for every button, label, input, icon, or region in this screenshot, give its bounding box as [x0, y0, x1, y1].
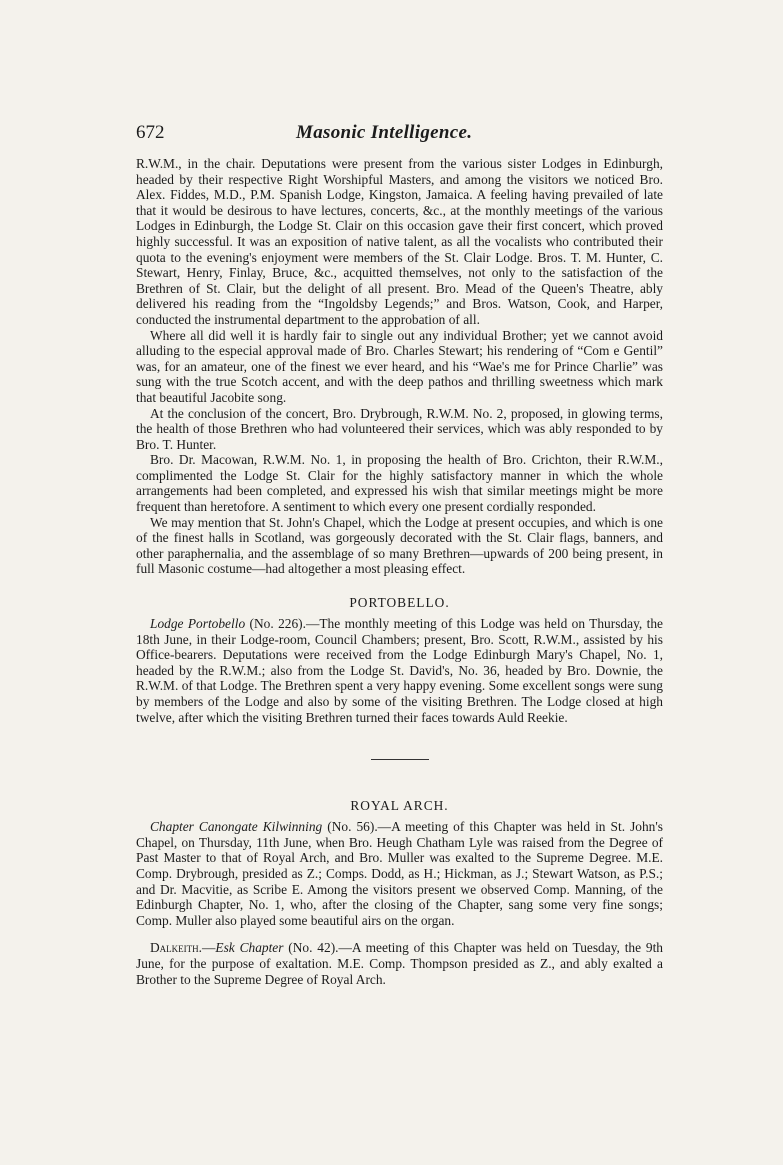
section-heading-portobello: PORTOBELLO. [349, 595, 450, 611]
paragraph-drybrough-toast: At the conclusion of the concert, Bro. Drybrough, R.W.M. No. 2, proposed, in glowing terms, the health of those Brethren who had volunteered their services, which was ably responded to by Bro. T. Hunter. [136, 405, 663, 452]
section-heading-royal-arch: ROYAL ARCH. [350, 798, 449, 814]
lodge-name: Lodge Portobello [150, 616, 246, 632]
esk-chapter-name: Esk Chapter [215, 940, 284, 956]
place-name: Dalkeith. [150, 940, 203, 956]
portobello-text: (No. 226).—The monthly meeting of this Lodge was held on Thursday, the 18th June, in their Lodge-room, Council Chambers; present, Bro. Scott, R.W.M., assisted by his Office-bearers. Deputations were received from the Lodge Edinburgh Mary's Chapel, No. 1, headed by the R.W.M.; also from the Lodge St. David's, No. 36, headed by Bro. Downie, the R.W.M. of that Lodge. The Brethren spent a very happy evening. Some excellent songs were sung by members of the Lodge and also by some of the visiting Brethren. The Lodge closed at high twelve, after which the visiting Brethren turned their faces towards Auld Reekie. [136, 616, 663, 725]
paragraph-dalkeith: Dalkeith.—Esk Chapter (No. 42).—A meeting of this Chapter was held on Tuesday, the 9th June, for the purpose of exaltation. M.E. Comp. Thompson presided as Z., and ably exalted a Brother to the Supreme Degree of Royal Arch. [136, 940, 663, 987]
chapter-name: Chapter Canongate Kilwinning [150, 819, 323, 835]
paragraph-charles-stewart: Where all did well it is hardly fair to single out any individual Brother; yet we cannot avoid alluding to the especial approval made of Bro. Charles Stewart; his rendering of “Com e Gentil” was, for an amateur, one of the finest we ever heard, and his “Wae's me for Prince Charlie” was sung with the true Scotch accent, and with the deep pathos and thrilling sweetness which mark that beautiful Jacobite song. [136, 327, 663, 405]
paragraph-canongate-kilwinning [136, 819, 663, 928]
paragraph-st-johns-chapel: We may mention that St. John's Chapel, which the Lodge at present occupies, and which is one of the finest halls in Scotland, was gorgeously decorated with the St. Clair flags, banners, and other paraphernalia, and the assemblage of so many Brethren—upwards of 200 being present, in full Masonic costume—had altogether a most pleasing effect. [136, 514, 663, 577]
page-number: 672 [136, 122, 165, 143]
paragraph-portobello [136, 616, 663, 725]
running-title: Masonic Intelligence. [296, 122, 473, 143]
canongate-text: (No. 56).—A meeting of this Chapter was held in St. John's Chapel, on Thursday, 11th June, when Bro. Heugh Chatham Lyle was raised from the Degree of Past Master to that of Royal Arch, and Bro. Muller was exalted to the Supreme Degree. M.E. Comp. Drybrough, presided as Z.; Comps. Dodd, as H.; Hickman, as J.; Stewart Watson, as P.S.; and Dr. Macvitie, as Scribe E. Among the visitors present we observed Comp. Manning, of the Edinburgh Chapter, No. 1, who, after the closing of the Chapter, sang some very fine songs; Comp. Muller also played some beautiful airs on the organ. [136, 819, 663, 928]
article-body [136, 156, 663, 577]
paragraph-macowan-toast: Bro. Dr. Macowan, R.W.M. No. 1, in proposing the health of Bro. Crichton, their R.W.M., complimented the Lodge St. Clair for the highly satisfactory manner in which the whole arrangements had been completed, and expressed his wish that similar meetings might be more frequent than heretofore. A sentiment to which every one present cordially responded. [136, 452, 663, 515]
running-head [136, 122, 663, 156]
section-divider [371, 759, 429, 760]
paragraph-concert: R.W.M., in the chair. Deputations were present from the various sister Lodges in Edinburgh, headed by their respective Right Worshipful Masters, and among the visitors we noticed Bro. Alex. Fiddes, M.D., P.M. Spanish Lodge, Kingston, Jamaica. A feeling having prevailed of late that it would be desirous to have lectures, concerts, &c., at the monthly meetings of the various Lodges in Edinburgh, the Lodge St. Clair on this occasion gave their first concert, which proved highly successful. It was an exposition of native talent, as all the vocalists who contributed their quota to the evening's enjoyment were members of the St. Clair Lodge. Bros. T. M. Hunter, C. Stewart, Henry, Finlay, Bruce, &c., acquitted themselves, not only to the satisfaction of the Brethren of St. Clair, but the delight of all present. Bro. Mead of the Queen's Theatre, ably delivered his reading from the “Ingoldsby Legends;” and Bros. Watson, Cook, and Harper, conducted the instrumental department to the approbation of all. [136, 156, 663, 327]
dalkeith-text: (No. 42).—A meeting of this Chapter was held on Tuesday, the 9th June, for the purpose of exaltation. M.E. Comp. Thompson presided as Z., and ably exalted a Brother to the Supreme Degree of Royal Arch. [136, 940, 663, 987]
